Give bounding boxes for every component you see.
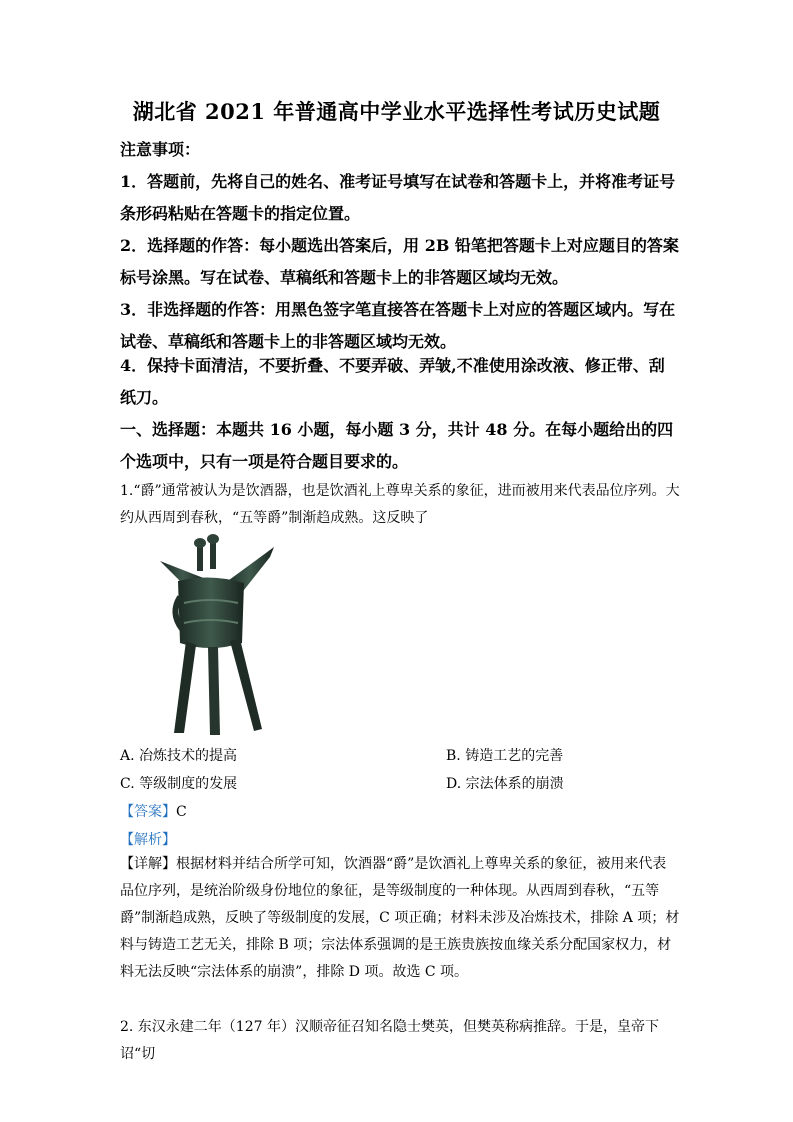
option-d: D. 宗法体系的崩溃 (446, 776, 564, 792)
notice-item-3: 3．非选择题的作答：用黑色签字笔直接答在答题卡上对应的答题区域内。写在试卷、草稿纸和答题卡上的非答题区域均无效。 (120, 300, 676, 351)
bronze-jue-icon (150, 533, 280, 738)
notice-heading: 注意事项： (120, 140, 201, 159)
answer-line (120, 802, 187, 822)
analysis-tag: 【解析】 (120, 832, 176, 848)
option-c: C. 等级制度的发展 (120, 776, 238, 792)
analysis-line (120, 830, 176, 850)
detail-tag: 【详解】 (120, 856, 176, 872)
question-1-stem: 1.“爵”通常被认为是饮酒器，也是饮酒礼上尊卑关系的象征，进而被用来代表品位序列。大约从西周到春秋，“五等爵”制渐趋成熟。这反映了 (120, 483, 680, 526)
notice-item-2: 2．选择题的作答：每小题选出答案后，用 2B 铅笔把答题卡上对应题目的答案标号涂黑。写在试卷、草稿纸和答题卡上的非答题区域均无效。 (120, 236, 679, 287)
notice-item-4: 4．保持卡面清洁，不要折叠、不要弄破、弄皱,不准使用涂改液、修正带、刮纸刀。 (120, 356, 665, 407)
detail-paragraph (120, 851, 680, 986)
answer-value: C (176, 804, 187, 820)
notice-item-1: 1．答题前，先将自己的姓名、准考证号填写在试卷和答题卡上，并将准考证号条形码粘贴在答题卡的指定位置。 (120, 172, 676, 223)
section-heading: 一、选择题：本题共 16 小题，每小题 3 分，共计 48 分。在每小题给出的四个选项中，只有一项是符合题目要求的。 (120, 420, 674, 471)
option-b: B. 铸造工艺的完善 (446, 748, 564, 764)
jue-vessel-image (150, 533, 280, 738)
option-a: A. 冶炼技术的提高 (120, 748, 238, 764)
answer-tag: 【答案】 (120, 804, 176, 820)
question-2-stem: 2. 东汉永建二年（127 年）汉顺帝征召知名隐士樊英，但樊英称病推辞。于是，皇帝下诏“切 (120, 1019, 659, 1062)
detail-text: 根据材料并结合所学可知，饮酒器“爵”是饮酒礼上尊卑关系的象征，被用来代表品位序列，是统治阶级身份地位的象征，是等级制度的一种体现。从西周到春秋，“五等爵”制渐趋成熟，反映了等级制度的发展，C 项正确；材料未涉及冶炼技术，排除 A 项；材料与铸造工艺无关，排除 B 项；宗法体系强调的是王族贵族按血缘关系分配国家权力，材料无法反映“宗法体系的崩溃”，排除 D 项。故选 C 项。 (120, 856, 680, 980)
page-title: 湖北省 2021 年普通高中学业水平选择性考试历史试题 (132, 99, 661, 124)
